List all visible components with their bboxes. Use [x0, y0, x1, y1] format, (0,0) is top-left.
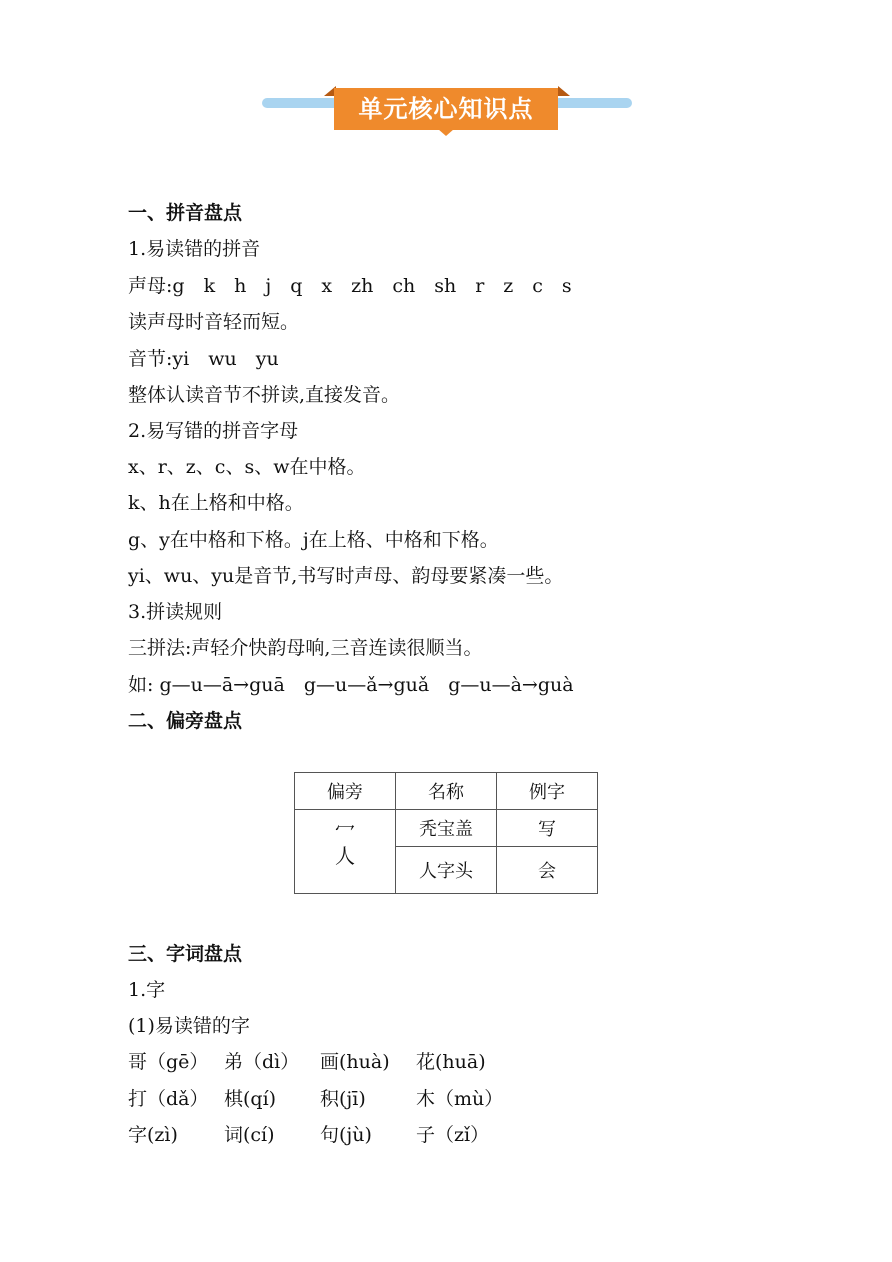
table-header-cell: 例字	[497, 773, 598, 810]
char-item: 字(zì)	[128, 1124, 178, 1146]
table-header-cell: 偏旁	[295, 773, 396, 810]
shengmu-note: 读声母时音轻而短。	[128, 311, 300, 333]
char-row	[128, 1050, 512, 1074]
shengmu-line: 声母:g k h j q x zh ch sh r z c s	[128, 275, 572, 297]
char-item: 棋(qí)	[224, 1088, 277, 1110]
radical-name: 人字头	[396, 847, 497, 894]
table-header-row	[295, 773, 598, 810]
radical-table	[294, 772, 598, 894]
section2-heading: 二、偏旁盘点	[128, 710, 243, 732]
char-row	[128, 1123, 512, 1147]
write-rule-4: yi、wu、yu是音节,书写时声母、韵母要紧凑一些。	[128, 565, 564, 587]
radical-name: 秃宝盖	[396, 810, 497, 847]
table-row	[295, 810, 598, 847]
char-item: 句(jù)	[320, 1124, 372, 1146]
section1-sub1: 1.易读错的拼音	[128, 238, 261, 260]
char-item: 画(huà)	[320, 1051, 390, 1073]
banner-fold-right	[558, 86, 570, 96]
char-item: 木（mù）	[416, 1088, 504, 1110]
char-item: 子（zǐ）	[416, 1124, 490, 1146]
banner-title: 单元核心知识点	[334, 88, 558, 130]
pinyin-example: 如: g—u—ā→guā g—u—ǎ→guǎ g—u—à→guà	[128, 674, 574, 696]
char-item: 积(jī)	[320, 1088, 366, 1110]
section1-sub3: 3.拼读规则	[128, 601, 223, 623]
char-item: 花(huā)	[416, 1051, 486, 1073]
banner-notch	[438, 129, 454, 136]
char-row	[128, 1087, 512, 1111]
radical-mi: 冖	[335, 818, 355, 842]
section3-sub1: 1.字	[128, 979, 166, 1001]
yinjie-line: 音节:yi wu yu	[128, 348, 279, 370]
write-rule-3: g、y在中格和下格。j在上格、中格和下格。	[128, 529, 499, 551]
write-rule-1: x、r、z、c、s、w在中格。	[128, 456, 366, 478]
banner-bar-right	[552, 98, 632, 108]
radical-example: 会	[497, 847, 598, 894]
section1-heading: 一、拼音盘点	[128, 202, 243, 224]
char-item: 哥（gē）	[128, 1051, 209, 1073]
write-rule-2: k、h在上格和中格。	[128, 492, 304, 514]
radicals-cell	[295, 810, 396, 894]
radical-example: 写	[497, 810, 598, 847]
banner-bar-left	[262, 98, 342, 108]
table-header-cell: 名称	[396, 773, 497, 810]
pinyin-rule: 三拼法:声轻介快韵母响,三音连读很顺当。	[128, 637, 483, 659]
section1-sub2: 2.易写错的拼音字母	[128, 420, 299, 442]
section-banner	[262, 84, 632, 140]
section3-heading: 三、字词盘点	[128, 943, 243, 965]
char-item: 打（dǎ）	[128, 1088, 209, 1110]
yinjie-note: 整体认读音节不拼读,直接发音。	[128, 384, 401, 406]
section3-sub1a: (1)易读错的字	[128, 1015, 250, 1037]
char-item: 词(cí)	[224, 1124, 275, 1146]
char-item: 弟（dì）	[224, 1051, 300, 1073]
radical-ren: 人	[335, 844, 355, 868]
